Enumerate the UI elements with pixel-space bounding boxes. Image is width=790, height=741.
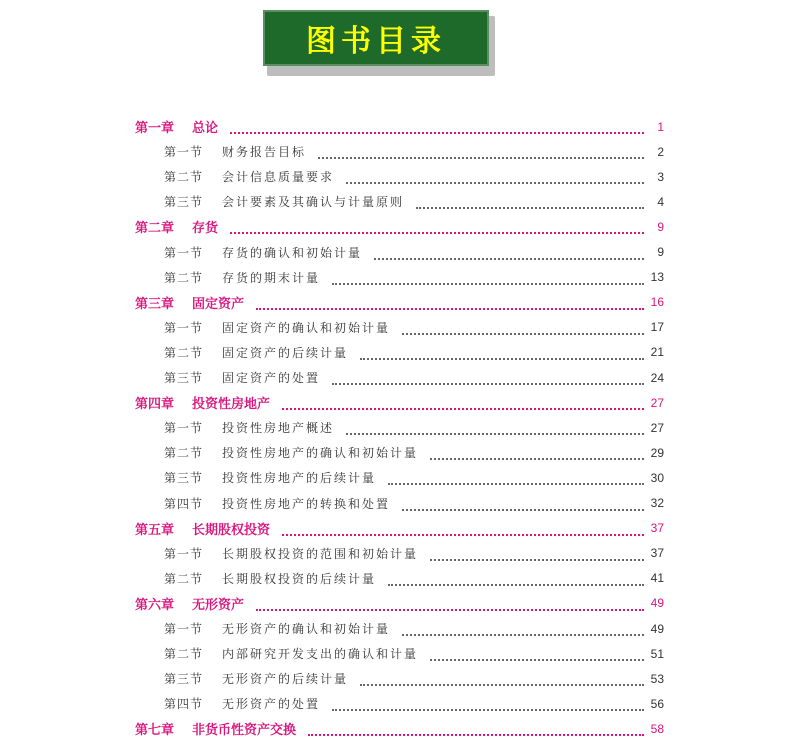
section-number: 第四节 (164, 496, 204, 511)
section-number: 第四节 (164, 697, 204, 712)
chapter-title: 总论 (192, 121, 219, 136)
dot-leader (416, 195, 644, 209)
page-number: 49 (650, 596, 664, 611)
section-title: 内部研究开发支出的确认和计量 (222, 647, 419, 662)
dot-leader (318, 145, 644, 159)
page-number: 9 (657, 219, 664, 234)
dot-leader (388, 471, 644, 485)
section-number: 第二节 (164, 270, 204, 285)
section-number: 第一节 (164, 245, 204, 260)
dot-leader (402, 321, 644, 335)
page-number: 56 (650, 696, 664, 711)
toc-chapter-row[interactable] (0, 114, 790, 139)
toc-section-row[interactable] (0, 265, 790, 290)
toc-section-row[interactable] (0, 440, 790, 465)
dot-leader (360, 672, 644, 686)
chapter-number: 第一章 (135, 121, 175, 136)
section-title: 会计要素及其确认与计量原则 (222, 195, 405, 210)
dot-leader (402, 497, 644, 511)
section-number: 第二节 (164, 345, 204, 360)
dot-leader (346, 421, 644, 435)
dot-leader (256, 597, 644, 611)
toc-section-row[interactable] (0, 666, 790, 691)
dot-leader (430, 446, 644, 460)
dot-leader (360, 346, 644, 360)
section-title: 无形资产的后续计量 (222, 672, 349, 687)
section-title: 投资性房地产的转换和处置 (222, 496, 391, 511)
chapter-title: 非货币性资产交换 (192, 723, 297, 739)
page-number: 3 (657, 169, 664, 184)
dot-leader (332, 371, 644, 385)
toc-chapter-row[interactable] (0, 214, 790, 239)
page-number: 2 (657, 144, 664, 159)
page-number: 53 (650, 671, 664, 686)
section-title: 存货的期末计量 (222, 270, 321, 285)
section-number: 第一节 (164, 145, 204, 160)
toc-section-row[interactable] (0, 139, 790, 164)
section-number: 第二节 (164, 647, 204, 662)
dot-leader (230, 120, 644, 134)
page-number: 41 (650, 571, 664, 586)
toc-chapter-row[interactable] (0, 716, 790, 741)
chapter-number: 第三章 (135, 296, 175, 312)
toc-section-row[interactable] (0, 189, 790, 214)
dot-leader (388, 572, 644, 586)
banner (263, 10, 495, 74)
section-title: 存货的确认和初始计量 (222, 245, 363, 260)
toc-section-row[interactable] (0, 541, 790, 566)
section-title: 长期股权投资的范围和初始计量 (222, 546, 419, 561)
section-number: 第三节 (164, 471, 204, 486)
section-title: 无形资产的确认和初始计量 (222, 622, 391, 636)
section-title: 投资性房地产概述 (222, 421, 335, 436)
page-number: 24 (650, 370, 664, 385)
toc-section-row[interactable] (0, 164, 790, 189)
toc-section-row[interactable] (0, 691, 790, 716)
page-number: 27 (650, 395, 664, 410)
page-number: 37 (650, 546, 664, 561)
toc-section-row[interactable] (0, 616, 790, 641)
toc-section-row[interactable] (0, 465, 790, 490)
page-number: 27 (650, 420, 664, 435)
toc-chapter-row[interactable] (0, 390, 790, 415)
page-number: 51 (650, 646, 664, 661)
chapter-title: 无形资产 (192, 597, 245, 613)
section-title: 固定资产的确认和初始计量 (222, 320, 391, 335)
page-number: 16 (650, 295, 664, 310)
section-number: 第三节 (164, 371, 204, 385)
dot-leader (430, 647, 644, 661)
section-number: 第一节 (164, 622, 204, 636)
section-title: 固定资产的后续计量 (222, 345, 349, 360)
page-number: 21 (650, 345, 664, 360)
dot-leader (374, 246, 644, 260)
chapter-title: 长期股权投资 (192, 522, 271, 538)
chapter-number: 第五章 (135, 522, 175, 538)
dot-leader (282, 522, 644, 536)
dot-leader (402, 622, 644, 636)
chapter-number: 第二章 (135, 221, 175, 237)
dot-leader (430, 547, 644, 561)
chapter-number: 第七章 (135, 723, 175, 739)
page-number: 37 (650, 521, 664, 536)
page-number: 13 (650, 270, 664, 285)
section-number: 第三节 (164, 195, 204, 210)
dot-leader (230, 220, 644, 234)
toc-section-row[interactable] (0, 566, 790, 591)
section-title: 长期股权投资的后续计量 (222, 571, 377, 586)
toc-section-row[interactable] (0, 641, 790, 666)
page-number: 30 (650, 470, 664, 485)
section-number: 第一节 (164, 546, 204, 561)
page-title: 图书目录 (306, 24, 446, 59)
page-number: 29 (650, 445, 664, 460)
chapter-number: 第六章 (135, 597, 175, 613)
dot-leader (308, 722, 644, 736)
section-title: 无形资产的处置 (222, 697, 321, 712)
page-number: 1 (657, 119, 664, 134)
section-number: 第一节 (164, 421, 204, 436)
section-number: 第二节 (164, 571, 204, 586)
toc-chapter-row[interactable] (0, 290, 790, 315)
dot-leader (346, 170, 644, 184)
chapter-title: 投资性房地产 (192, 397, 271, 413)
toc-section-row[interactable] (0, 491, 790, 516)
page-number: 4 (657, 194, 664, 209)
page-number: 17 (650, 320, 664, 335)
chapter-title: 固定资产 (192, 296, 245, 312)
section-number: 第一节 (164, 320, 204, 335)
section-title: 财务报告目标 (222, 145, 307, 160)
page-number: 9 (657, 245, 664, 259)
section-title: 投资性房地产的后续计量 (222, 471, 377, 486)
dot-leader (256, 296, 644, 310)
page-number: 58 (650, 721, 664, 736)
toc-chapter-row[interactable] (0, 591, 790, 616)
toc-section-row[interactable] (0, 415, 790, 440)
toc-section-row[interactable] (0, 365, 790, 390)
dot-leader (332, 697, 644, 711)
toc-section-row[interactable] (0, 240, 790, 265)
section-number: 第三节 (164, 672, 204, 687)
toc-section-row[interactable] (0, 315, 790, 340)
section-number: 第二节 (164, 170, 204, 185)
page-number: 32 (650, 496, 664, 510)
toc-section-row[interactable] (0, 340, 790, 365)
dot-leader (332, 271, 644, 285)
section-title: 固定资产的处置 (222, 371, 321, 385)
toc-chapter-row[interactable] (0, 516, 790, 541)
chapter-number: 第四章 (135, 397, 175, 413)
chapter-title: 存货 (192, 221, 219, 237)
section-number: 第二节 (164, 446, 204, 461)
section-title: 会计信息质量要求 (222, 170, 335, 185)
page-number: 49 (650, 621, 664, 636)
dot-leader (282, 396, 644, 410)
section-title: 投资性房地产的确认和初始计量 (222, 446, 419, 461)
banner-box (263, 10, 489, 66)
